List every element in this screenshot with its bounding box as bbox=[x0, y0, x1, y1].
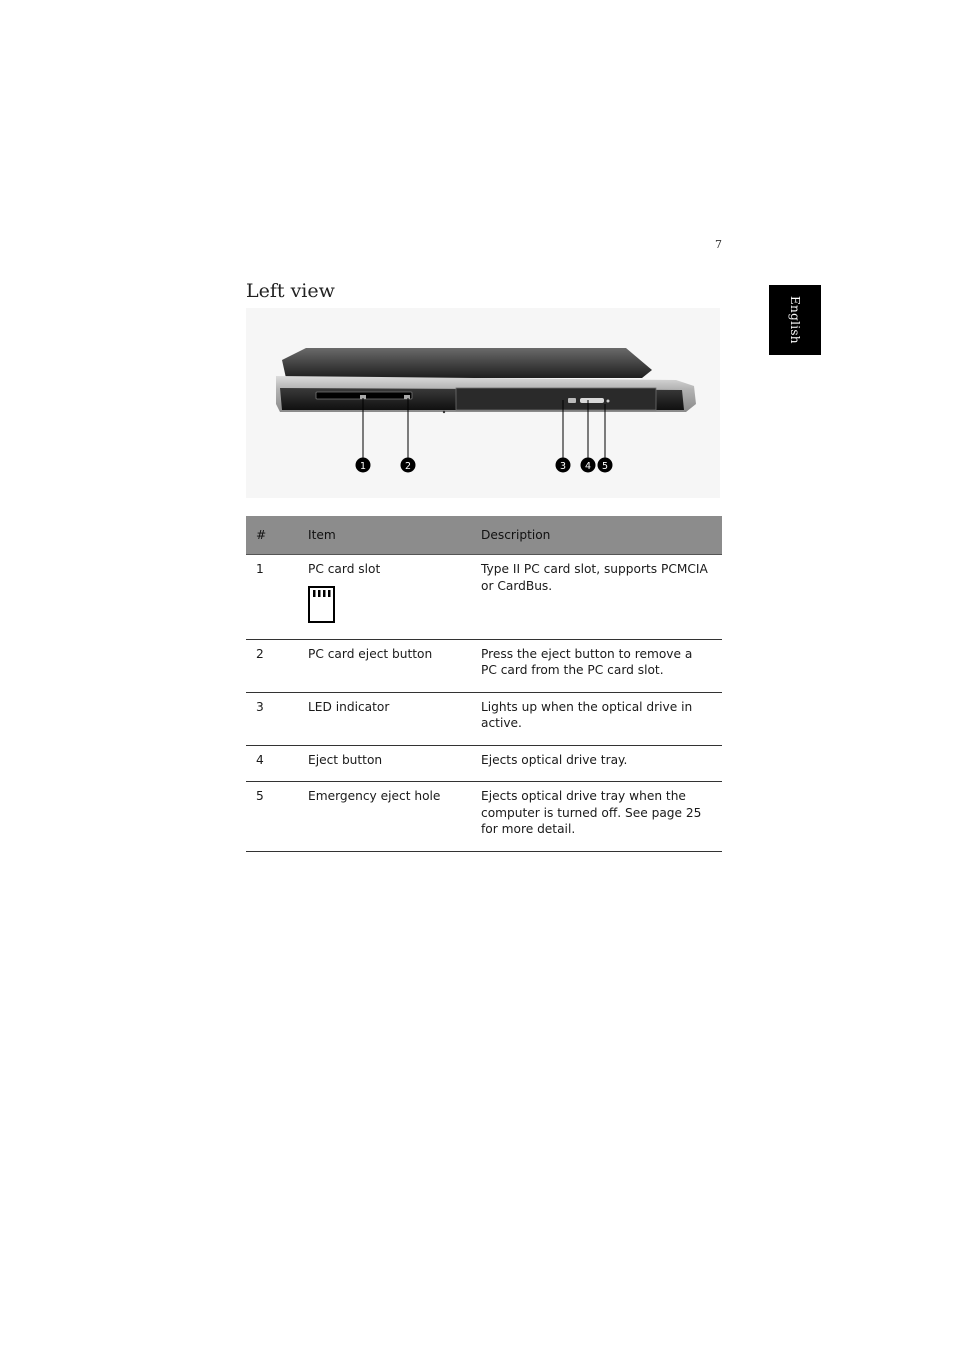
laptop-illustration bbox=[246, 308, 720, 498]
table-header-row bbox=[246, 516, 722, 555]
table-row bbox=[246, 745, 722, 782]
callout-3 bbox=[556, 458, 571, 473]
header-description: Description bbox=[471, 516, 722, 555]
row-item: LED indicator bbox=[298, 692, 471, 745]
row-description: Type II PC card slot, supports PCMCIA or CardBus. bbox=[471, 555, 722, 640]
section-title: Left view bbox=[246, 280, 335, 302]
laptop-left-view-figure bbox=[246, 308, 720, 498]
header-number: # bbox=[246, 516, 298, 555]
callout-4 bbox=[581, 458, 596, 473]
row-description: Lights up when the optical drive in active. bbox=[471, 692, 722, 745]
row-item: PC card slot bbox=[308, 562, 381, 576]
row-number: 5 bbox=[246, 782, 298, 852]
page-number: 7 bbox=[715, 238, 722, 251]
row-item: Eject button bbox=[298, 745, 471, 782]
table-row bbox=[246, 639, 722, 692]
table-row bbox=[246, 692, 722, 745]
row-description: Ejects optical drive tray when the computer is turned off. See page 25 for more detail. bbox=[471, 782, 722, 852]
row-item-cell bbox=[298, 555, 471, 640]
row-item: PC card eject button bbox=[298, 639, 471, 692]
component-table bbox=[246, 516, 722, 852]
row-description: Ejects optical drive tray. bbox=[471, 745, 722, 782]
row-number: 4 bbox=[246, 745, 298, 782]
row-description: Press the eject button to remove a PC card from the PC card slot. bbox=[471, 639, 722, 692]
callout-1 bbox=[356, 458, 371, 473]
row-number: 3 bbox=[246, 692, 298, 745]
callout-4-label: 4 bbox=[584, 461, 592, 472]
row-item: Emergency eject hole bbox=[298, 782, 471, 852]
row-number: 1 bbox=[246, 555, 298, 640]
header-item: Item bbox=[298, 516, 471, 555]
callout-5-label: 5 bbox=[601, 461, 609, 472]
callout-2 bbox=[401, 458, 416, 473]
callout-3-label: 3 bbox=[559, 461, 567, 472]
table-row bbox=[246, 782, 722, 852]
language-tab-label: English bbox=[788, 296, 802, 344]
language-tab bbox=[769, 285, 821, 355]
table-row bbox=[246, 555, 722, 640]
pc-card-icon bbox=[308, 586, 336, 624]
callout-1-label: 1 bbox=[359, 461, 367, 472]
callout-2-label: 2 bbox=[404, 461, 412, 472]
callout-5 bbox=[598, 458, 613, 473]
row-number: 2 bbox=[246, 639, 298, 692]
